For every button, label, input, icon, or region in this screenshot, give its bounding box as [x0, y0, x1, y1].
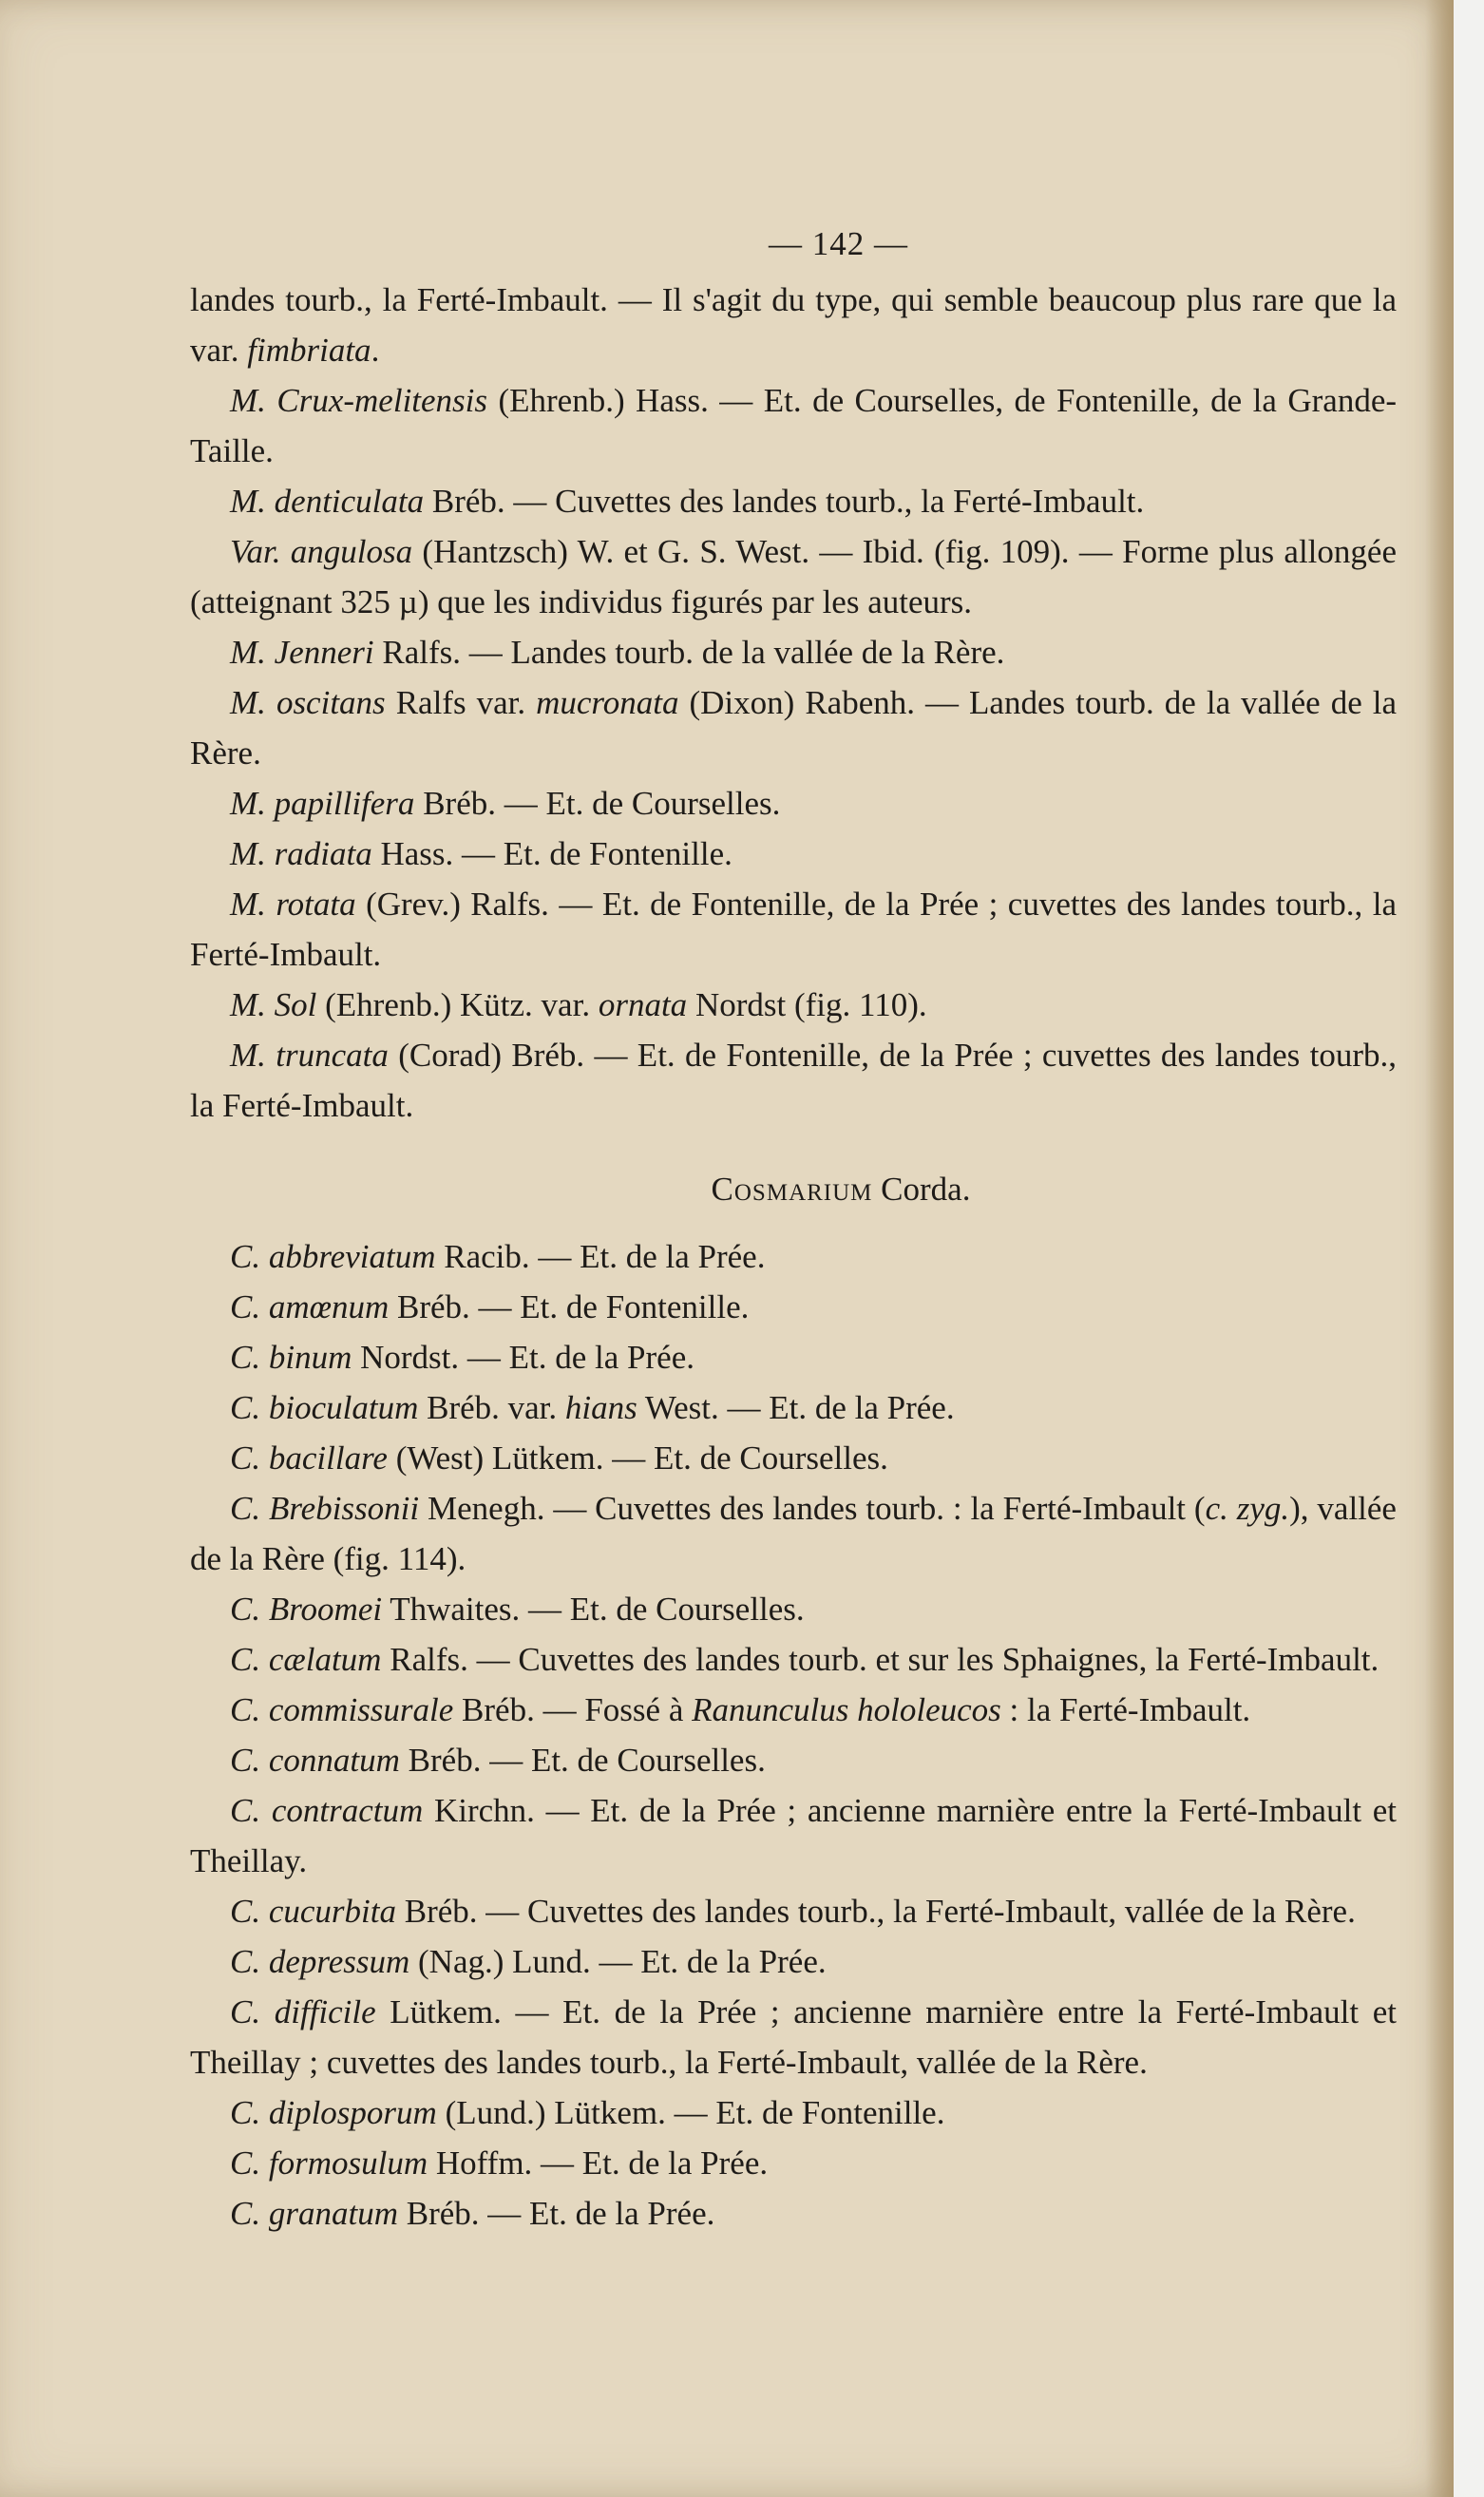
species-name: amœnum	[268, 1288, 390, 1325]
species-entry	[190, 879, 1397, 980]
species-entry	[190, 778, 1397, 829]
genus-abbrev: M.	[230, 684, 276, 721]
species-entry	[190, 829, 1397, 879]
species-name: granatum	[268, 2195, 398, 2232]
entry-text: Bréb. — Fossé à	[453, 1691, 693, 1728]
species-name: diplosporum	[268, 2094, 437, 2131]
species-name: abbreviatum	[268, 1238, 436, 1275]
genus-abbrev: M.	[230, 382, 277, 419]
species-name: cælatum	[268, 1641, 382, 1678]
species-name: contractum	[271, 1792, 424, 1829]
genus-abbrev: C.	[230, 1339, 269, 1376]
entry-text: (Grev.) Ralfs. — Et. de Fontenille, de la Prée ; cuvettes des landes tourb., la Ferté-Imbault.	[190, 886, 1397, 973]
genus-abbrev: C.	[230, 1641, 269, 1678]
species-name: angulosa	[290, 533, 413, 570]
page-edge-shadow	[1425, 0, 1454, 2497]
genus-abbrev: M.	[230, 986, 275, 1023]
genus-abbrev: M.	[230, 785, 275, 822]
variety-name: ornata	[598, 986, 688, 1023]
species-entry	[190, 1685, 1397, 1735]
genus-abbrev: C.	[230, 2195, 269, 2232]
species-name: Jenneri	[274, 634, 374, 671]
entry-text: (Corad) Bréb. — Et. de Fontenille, de la Prée ; cuvettes des landes tourb., la Ferté-Imbault.	[190, 1037, 1398, 1124]
species-entry	[190, 980, 1397, 1030]
genus-abbrev: C.	[230, 1238, 269, 1275]
genus-abbrev: C.	[230, 1742, 269, 1779]
entry-text: Racib. — Et. de la Prée.	[435, 1238, 766, 1275]
variety-name: Ranunculus hololeucos	[692, 1691, 1001, 1728]
opening-paragraph: landes tourb., la Ferté-Imbault. — Il s'agit du type, qui semble beaucoup plus rare que la var. fimbriata.	[190, 281, 1397, 369]
entry-text-2: (Dixon) Rabenh. — Landes tourb. de la vallée de la Rère.	[190, 684, 1398, 772]
entry-text: Nordst. — Et. de la Prée.	[352, 1339, 694, 1376]
entry-text: (Ehrenb.) Kütz. var.	[316, 986, 599, 1023]
genus-abbrev: C.	[230, 1439, 269, 1477]
genus-abbrev: M.	[230, 835, 275, 872]
genus-abbrev: M.	[230, 634, 275, 671]
entry-text: Thwaites. — Et. de Courselles.	[382, 1591, 805, 1628]
variety-name: c. zyg.	[1205, 1490, 1290, 1527]
genus-abbrev: M.	[230, 886, 276, 923]
entry-text: Menegh. — Cuvettes des landes tourb. : la Ferté-Imbault (	[419, 1490, 1206, 1527]
entry-text-2: Nordst (fig. 110).	[687, 986, 927, 1023]
species-name: commissurale	[268, 1691, 454, 1728]
entry-text: Bréb. — Cuvettes des landes tourb., la Ferté-Imbault.	[424, 483, 1145, 520]
entry-text: Bréb. — Et. de Fontenille.	[389, 1288, 750, 1325]
species-entry	[190, 1030, 1397, 1131]
variety-name: mucronata	[536, 684, 679, 721]
species-name: connatum	[268, 1742, 400, 1779]
species-entry	[190, 1433, 1397, 1483]
species-name: bacillare	[268, 1439, 388, 1477]
species-entry	[190, 1936, 1397, 1987]
species-name: Brebissonii	[268, 1490, 420, 1527]
species-entry	[190, 2087, 1397, 2138]
species-entry	[190, 375, 1397, 476]
genus-abbrev: C.	[230, 2094, 269, 2131]
species-name: radiata	[274, 835, 372, 872]
species-entry	[190, 1231, 1397, 1282]
genus-abbrev: C.	[230, 1993, 275, 2030]
species-name: rotata	[276, 886, 356, 923]
genus-abbrev: C.	[230, 2144, 269, 2182]
species-name: formosulum	[268, 2144, 428, 2182]
species-name: papillifera	[274, 785, 415, 822]
entry-text: Bréb. var.	[418, 1389, 565, 1426]
entry-text: (Ehrenb.) Hass. — Et. de Courselles, de Fontenille, de la Grande-Taille.	[190, 382, 1398, 469]
entry-text: (Lund.) Lütkem. — Et. de Fontenille.	[436, 2094, 945, 2131]
species-entry	[190, 1382, 1397, 1433]
genus-abbrev: C.	[230, 1288, 269, 1325]
species-entry	[190, 526, 1397, 627]
entry-text: Ralfs var.	[385, 684, 537, 721]
species-entry	[190, 1332, 1397, 1382]
entry-text: Bréb. — Cuvettes des landes tourb., la Ferté-Imbault, vallée de la Rère.	[396, 1893, 1356, 1930]
genus-abbrev: C.	[230, 1691, 269, 1728]
entry-text-2: ), vallée de la Rère (fig. 114).	[190, 1490, 1397, 1577]
genus-abbrev: C.	[230, 1943, 269, 1980]
species-entry	[190, 1282, 1397, 1332]
entry-text: (West) Lütkem. — Et. de Courselles.	[387, 1439, 888, 1477]
species-entry	[190, 1785, 1397, 1886]
genus-abbrev: C.	[230, 1389, 269, 1426]
cosmarium-entries	[190, 1231, 1397, 2239]
entry-text: (Nag.) Lund. — Et. de la Prée.	[409, 1943, 827, 1980]
species-name: denticulata	[274, 483, 425, 520]
entry-text: Kirchn. — Et. de la Prée ; ancienne marnière entre la Ferté-Imbault et Theillay.	[190, 1792, 1397, 1879]
species-name: Sol	[274, 986, 317, 1023]
species-entry	[190, 1886, 1397, 1936]
genus-abbrev: C.	[230, 1490, 269, 1527]
micrasterias-entries	[190, 375, 1397, 1131]
species-name: cucurbita	[268, 1893, 396, 1930]
species-entry	[190, 1735, 1397, 1785]
entry-text-2: West. — Et. de la Prée.	[637, 1389, 955, 1426]
entry-text: Hoffm. — Et. de la Prée.	[428, 2144, 769, 2182]
species-name: truncata	[276, 1037, 389, 1074]
species-name: bioculatum	[268, 1389, 419, 1426]
species-name: Crux-melitensis	[276, 382, 488, 419]
entry-text: Hass. — Et. de Fontenille.	[371, 835, 732, 872]
genus-abbrev: C.	[230, 1893, 269, 1930]
section-heading-cosmarium: Cosmarium Corda.	[711, 1171, 971, 1208]
genus-abbrev: M.	[230, 1037, 276, 1074]
species-name: difficile	[274, 1993, 376, 2030]
entry-text: Bréb. — Et. de la Prée.	[397, 2195, 715, 2232]
species-entry	[190, 627, 1397, 677]
genus-abbrev: C.	[230, 1792, 272, 1829]
genus-abbrev: M.	[230, 483, 275, 520]
species-entry	[190, 476, 1397, 526]
genus-abbrev: C.	[230, 1591, 269, 1628]
entry-text: Bréb. — Et. de Courselles.	[414, 785, 781, 822]
species-entry	[190, 1584, 1397, 1634]
species-name: oscitans	[276, 684, 386, 721]
variety-name: hians	[564, 1389, 637, 1426]
species-entry	[190, 677, 1397, 778]
entry-text: Ralfs. — Cuvettes des landes tourb. et sur les Sphaignes, la Ferté-Imbault.	[381, 1641, 1379, 1678]
entry-text: (Hantzsch) W. et G. S. West. — Ibid. (fig. 109). — Forme plus allongée (atteignant 325 µ) que les individus figurés par les auteurs.	[190, 533, 1397, 620]
entry-text-2: : la Ferté-Imbault.	[1000, 1691, 1251, 1728]
page-number: — 142 —	[769, 225, 908, 262]
genus-abbrev: Var.	[230, 533, 291, 570]
entry-text: Lütkem. — Et. de la Prée ; ancienne marnière entre la Ferté-Imbault et Theillay ; cuvettes des landes tourb., la Ferté-Imbault, vallée de la Rère.	[190, 1993, 1397, 2081]
species-name: binum	[268, 1339, 352, 1376]
entry-text: Bréb. — Et. de Courselles.	[399, 1742, 766, 1779]
species-entry	[190, 2188, 1397, 2239]
entry-text: Ralfs. — Landes tourb. de la vallée de la Rère.	[373, 634, 1005, 671]
species-entry	[190, 2138, 1397, 2188]
species-entry	[190, 1987, 1397, 2087]
species-entry	[190, 1634, 1397, 1685]
species-name: depressum	[268, 1943, 410, 1980]
species-entry	[190, 1483, 1397, 1584]
species-name: Broomei	[268, 1591, 383, 1628]
page-text	[190, 219, 1397, 2239]
